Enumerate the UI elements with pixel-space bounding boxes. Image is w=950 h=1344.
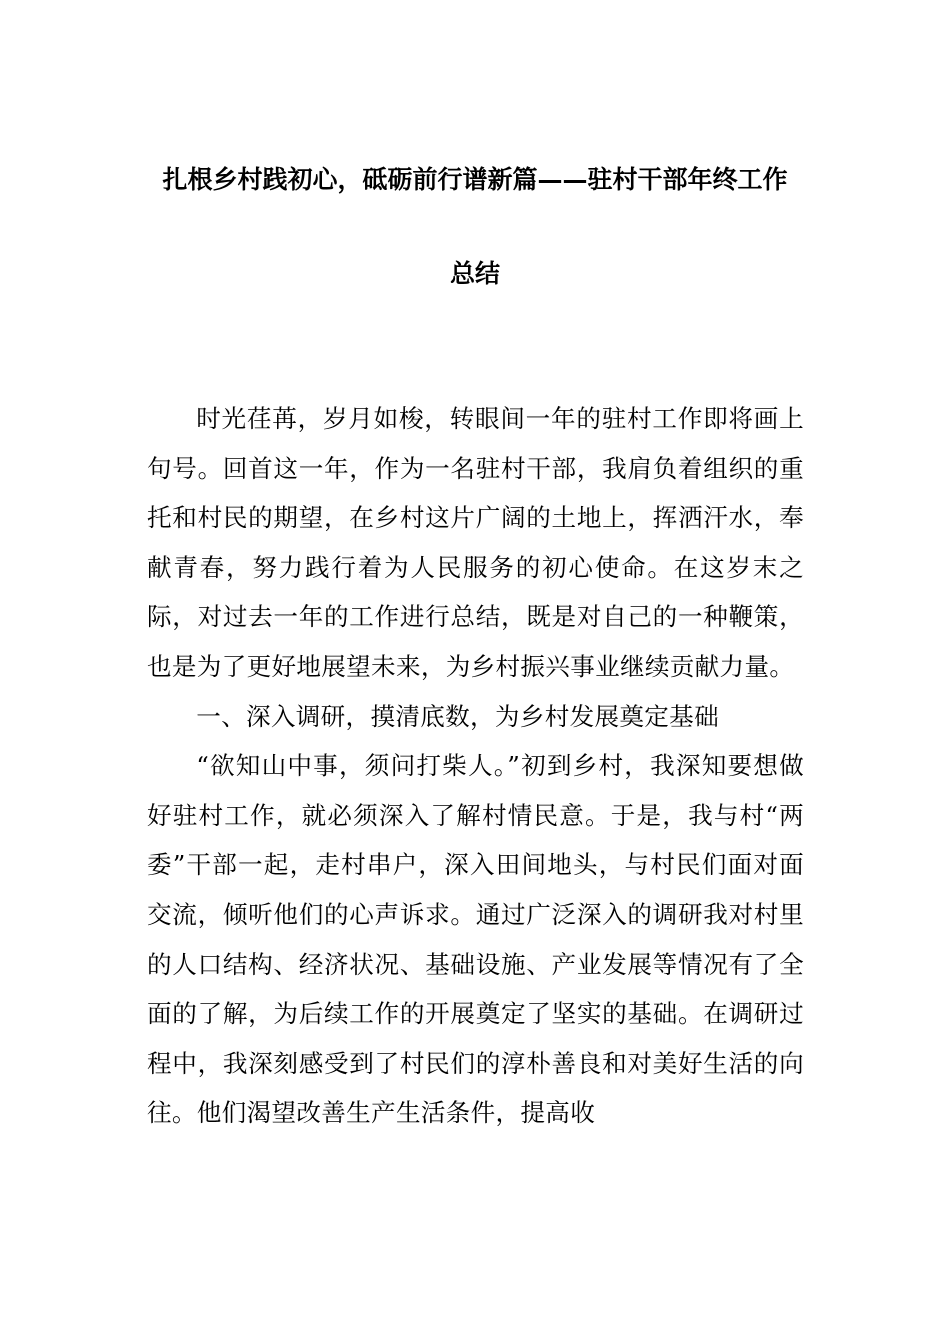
document-body (147, 394, 804, 1138)
section-heading-1: 一、深入调研，摸清底数，为乡村发展奠定基础 (196, 701, 719, 731)
document-title-line-2: 总结 (449, 259, 500, 288)
intro-paragraph: 时光荏苒，岁月如梭，转眼间一年的驻村工作即将画上句号。回首这一年，作为一名驻村干部，我肩负着组织的重托和村民的期望，在乡村这片广阔的土地上，挥洒汗水，奉献青春，努力践行着为人民服务的初心使命。在这岁末之际，对过去一年的工作进行总结，既是对自己的一种鞭策，也是为了更好地展望未来，为乡村振兴事业继续贡献力量。 (147, 404, 804, 681)
section-paragraph-1: “欲知山中事，须问打柴人。”初到乡村，我深知要想做好驻村工作，就必须深入了解村情民意。于是，我与村“两委”干部一起，走村串户，深入田间地头，与村民们面对面交流，倾听他们的心声诉求。通过广泛深入的调研我对村里的人口结构、经济状况、基础设施、产业发展等情况有了全面的了解，为后续工作的开展奠定了坚实的基础。在调研过程中，我深刻感受到了村民们的淳朴善良和对美好生活的向往。他们渴望改善生产生活条件，提高收 (147, 751, 804, 1128)
document-title-line-1: 扎根乡村践初心，砥砺前行谱新篇——驻村干部年终工作 (162, 165, 788, 194)
